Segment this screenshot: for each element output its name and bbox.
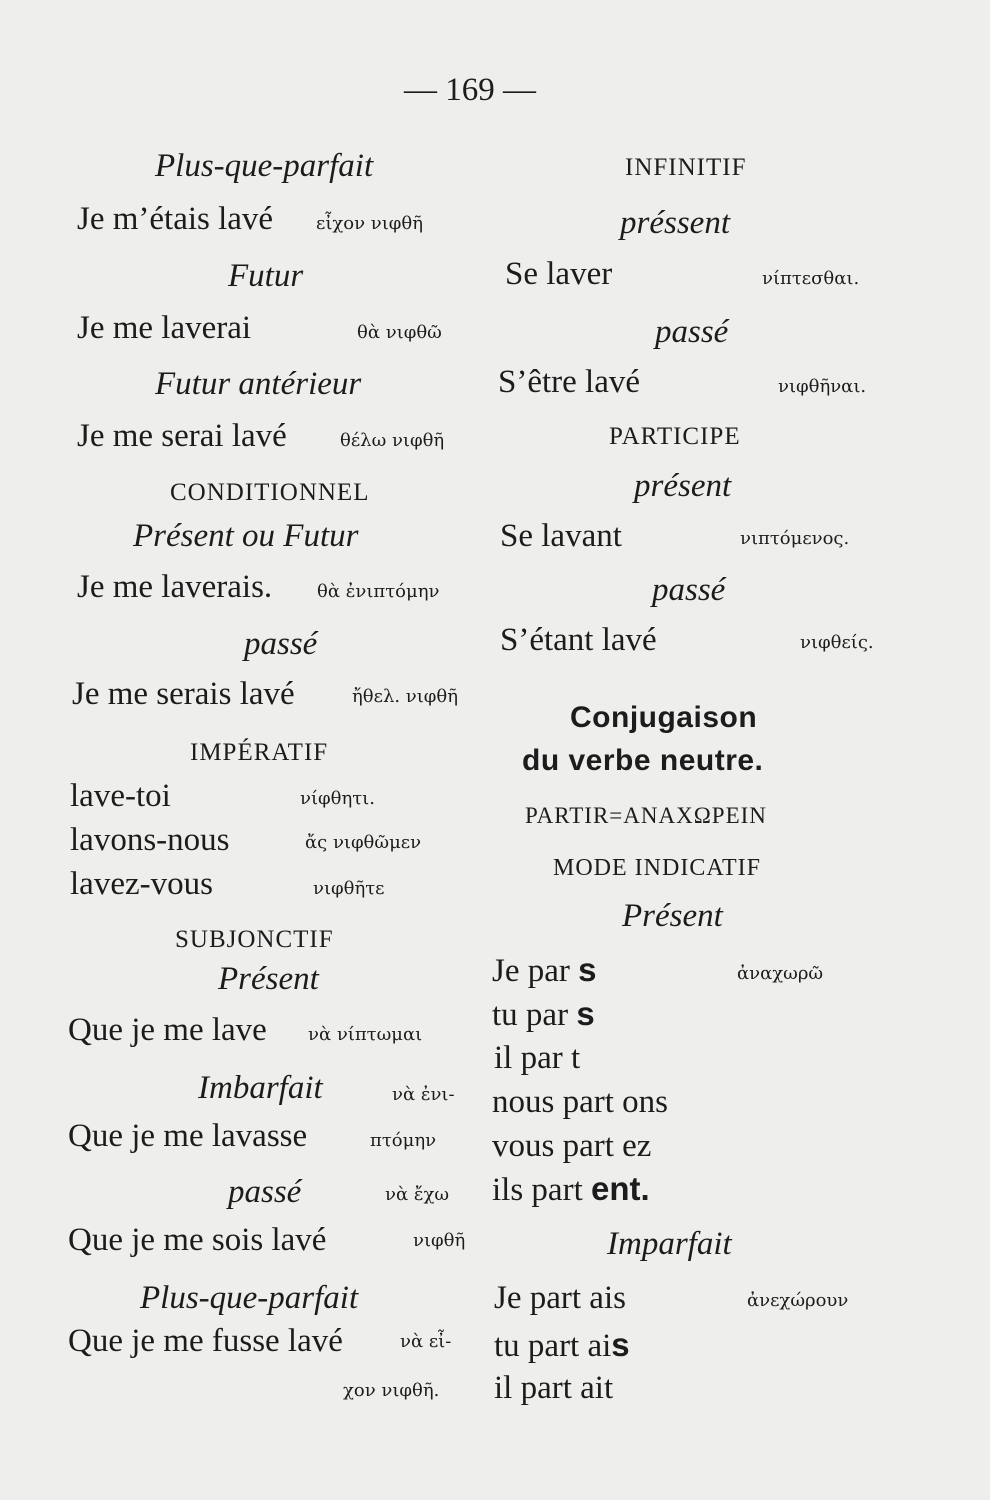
heading-plus-que-parfait: Plus-que-parfait <box>155 148 374 184</box>
conjugaison-subtitle: du verbe neutre. <box>522 744 764 777</box>
verb-stem: tu part ai <box>494 1328 612 1364</box>
conj-line <box>492 997 595 1032</box>
heading-plus-que-parfait: Plus-que-parfait <box>140 1280 359 1316</box>
greek-text: θέλω νιφθῆ <box>340 430 445 451</box>
heading-passe: passé <box>244 626 318 662</box>
conj-line: S’étant lavé <box>500 622 657 658</box>
greek-text: νὰ εἶ- <box>400 1331 452 1352</box>
conj-line: lavons-nous <box>70 822 230 858</box>
greek-text: νίφθητι. <box>300 788 375 809</box>
heading-present: présent <box>634 468 732 504</box>
conj-line: Que je me fusse lavé <box>68 1323 343 1359</box>
heading-present: Présent <box>622 898 723 934</box>
conj-line: Je me serais lavé <box>72 676 295 712</box>
heading-participe: PARTICIPE <box>609 423 741 450</box>
conj-line: Se laver <box>505 256 613 292</box>
greek-text: νὰ ἐνι- <box>392 1084 455 1105</box>
heading-mode-indicatif: MODE INDICATIF <box>553 855 761 881</box>
greek-text: νιπτόμενος. <box>740 528 850 549</box>
verb-ending: ent. <box>590 1170 650 1207</box>
greek-text: ἀνεχώρουν <box>747 1290 849 1311</box>
heading-imparfait: Imparfait <box>607 1226 732 1262</box>
greek-text: ἤθελ. νιφθῆ <box>352 686 459 707</box>
verb-header: PARTIR=ΑΝΑΧΩΡΕΙΝ <box>525 803 767 828</box>
conj-line: Je m’étais lavé <box>77 201 274 237</box>
conj-line: Je part ais <box>494 1280 626 1316</box>
heading-futur: Futur <box>228 258 304 294</box>
heading-conditionnel: CONDITIONNEL <box>170 479 370 506</box>
greek-text: νίπτεσθαι. <box>762 268 860 289</box>
conj-line: il part ait <box>494 1370 614 1406</box>
greek-text: πτόμην <box>370 1130 437 1151</box>
greek-text: νιφθῆναι. <box>778 376 867 397</box>
conj-line: Que je me lave <box>68 1012 267 1048</box>
conj-line: Que je me sois lavé <box>68 1222 327 1258</box>
greek-text: εἶχον νιφθῆ <box>316 213 424 234</box>
verb-stem: tu par <box>492 997 577 1033</box>
verb-stem: ils part <box>492 1172 591 1208</box>
heading-present-ou-futur: Présent ou Futur <box>133 518 359 554</box>
greek-text: χον νιφθῆ. <box>343 1380 440 1401</box>
heading-present: Présent <box>218 961 319 997</box>
heading-passe: passé <box>228 1174 302 1210</box>
page-number: — 169 — <box>404 72 536 108</box>
greek-text: ἀναχωρῶ <box>737 963 824 984</box>
verb-stem: Je par <box>492 953 579 989</box>
greek-text: θὰ ἐνιπτόμην <box>317 581 440 602</box>
greek-text: νιφθῆ <box>413 1230 466 1251</box>
conj-line <box>492 953 597 988</box>
conj-line <box>494 1328 630 1363</box>
greek-text: νὰ νίπτωμαι <box>308 1024 423 1045</box>
heading-imperatif: IMPÉRATIF <box>190 739 329 766</box>
greek-text: νὰ ἔχω <box>385 1184 450 1205</box>
heading-passe: passé <box>655 314 729 350</box>
verb-ending: s <box>578 951 597 988</box>
conj-line: vous part ez <box>492 1128 652 1164</box>
heading-imparfait: Imbarfait <box>198 1070 323 1106</box>
conj-line: lavez-vous <box>70 866 213 902</box>
conj-line: il par t <box>494 1040 581 1076</box>
heading-subjonctif: SUBJONCTIF <box>175 926 334 953</box>
conj-line: S’être lavé <box>498 364 641 400</box>
heading-futur-anterieur: Futur antérieur <box>155 366 362 402</box>
verb-ending: s <box>611 1326 630 1363</box>
greek-text: νιφθῆτε <box>313 878 385 899</box>
heading-present: préssent <box>620 205 730 241</box>
greek-text: θὰ νιφθῶ <box>357 322 442 343</box>
conj-line: Que je me lavasse <box>68 1118 308 1154</box>
conj-line: Je me serai lavé <box>77 418 287 454</box>
greek-text: νιφθείς. <box>800 632 874 653</box>
heading-passe: passé <box>652 572 726 608</box>
conj-line: Se lavant <box>500 518 622 554</box>
greek-text: ἄς νιφθῶμεν <box>305 832 422 853</box>
conj-line: lave-toi <box>70 778 171 814</box>
heading-infinitif: INFINITIF <box>625 154 747 181</box>
conj-line: Je me laverais. <box>77 569 273 605</box>
conj-line: nous part ons <box>492 1084 668 1120</box>
verb-ending: s <box>576 995 595 1032</box>
conj-line: Je me laverai <box>77 310 252 346</box>
conjugaison-title: Conjugaison <box>570 701 758 734</box>
conj-line <box>492 1172 650 1207</box>
